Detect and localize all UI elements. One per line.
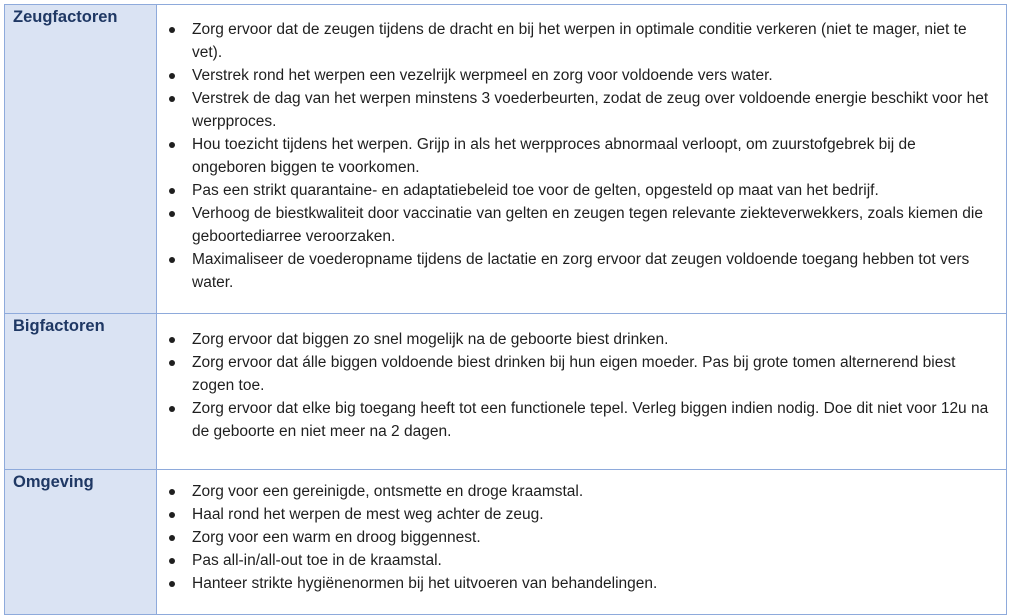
list-item: Haal rond het werpen de mest weg achter de zeug. [157,503,1006,526]
row-label-cell [5,314,157,470]
row-content-cell [157,5,1007,314]
list-item: Verhoog de biestkwaliteit door vaccinatie van gelten en zeugen tegen relevante ziekteverwekkers, zoals kiemen die geboortediarree veroorzaken. [157,202,1006,248]
bullet-list [157,18,1006,294]
row-label: Zeugfactoren [13,8,118,26]
list-item: Zorg ervoor dat de zeugen tijdens de dracht en bij het werpen in optimale conditie verkeren (niet te mager, niet te vet). [157,18,1006,64]
list-item: Hou toezicht tijdens het werpen. Grijp in als het werpproces abnormaal verloopt, om zuurstofgebrek bij de ongeboren biggen te voorkomen. [157,133,1006,179]
row-content-cell [157,470,1007,615]
list-item: Hanteer strikte hygiënenormen bij het uitvoeren van behandelingen. [157,572,1006,595]
factors-table [4,4,1007,615]
list-item: Verstrek de dag van het werpen minstens 3 voederbeurten, zodat de zeug over voldoende energie beschikt voor het werpproces. [157,87,1006,133]
list-item: Verstrek rond het werpen een vezelrijk werpmeel en zorg voor voldoende vers water. [157,64,1006,87]
table-row-bigfactoren [5,314,1007,470]
list-item: Zorg ervoor dat elke big toegang heeft tot een functionele tepel. Verleg biggen indien nodig. Doe dit niet voor 12u na de geboorte en niet meer na 2 dagen. [157,397,1006,443]
row-label-cell [5,470,157,615]
list-item: Pas een strikt quarantaine- en adaptatiebeleid toe voor de gelten, opgesteld op maat van het bedrijf. [157,179,1006,202]
list-item: Zorg ervoor dat álle biggen voldoende biest drinken bij hun eigen moeder. Pas bij grote tomen alternerend biest zogen toe. [157,351,1006,397]
row-label-cell [5,5,157,314]
table-row-zeugfactoren [5,5,1007,314]
list-item: Zorg voor een warm en droog biggennest. [157,526,1006,549]
bullet-list [157,480,1006,595]
list-item: Maximaliseer de voederopname tijdens de lactatie en zorg ervoor dat zeugen voldoende toegang hebben tot vers water. [157,248,1006,294]
row-label: Omgeving [13,473,94,491]
bullet-list [157,328,1006,443]
list-item: Zorg voor een gereinigde, ontsmette en droge kraamstal. [157,480,1006,503]
list-item: Pas all-in/all-out toe in de kraamstal. [157,549,1006,572]
row-content-cell [157,314,1007,470]
table-row-omgeving [5,470,1007,615]
list-item: Zorg ervoor dat biggen zo snel mogelijk na de geboorte biest drinken. [157,328,1006,351]
row-label: Bigfactoren [13,317,105,335]
